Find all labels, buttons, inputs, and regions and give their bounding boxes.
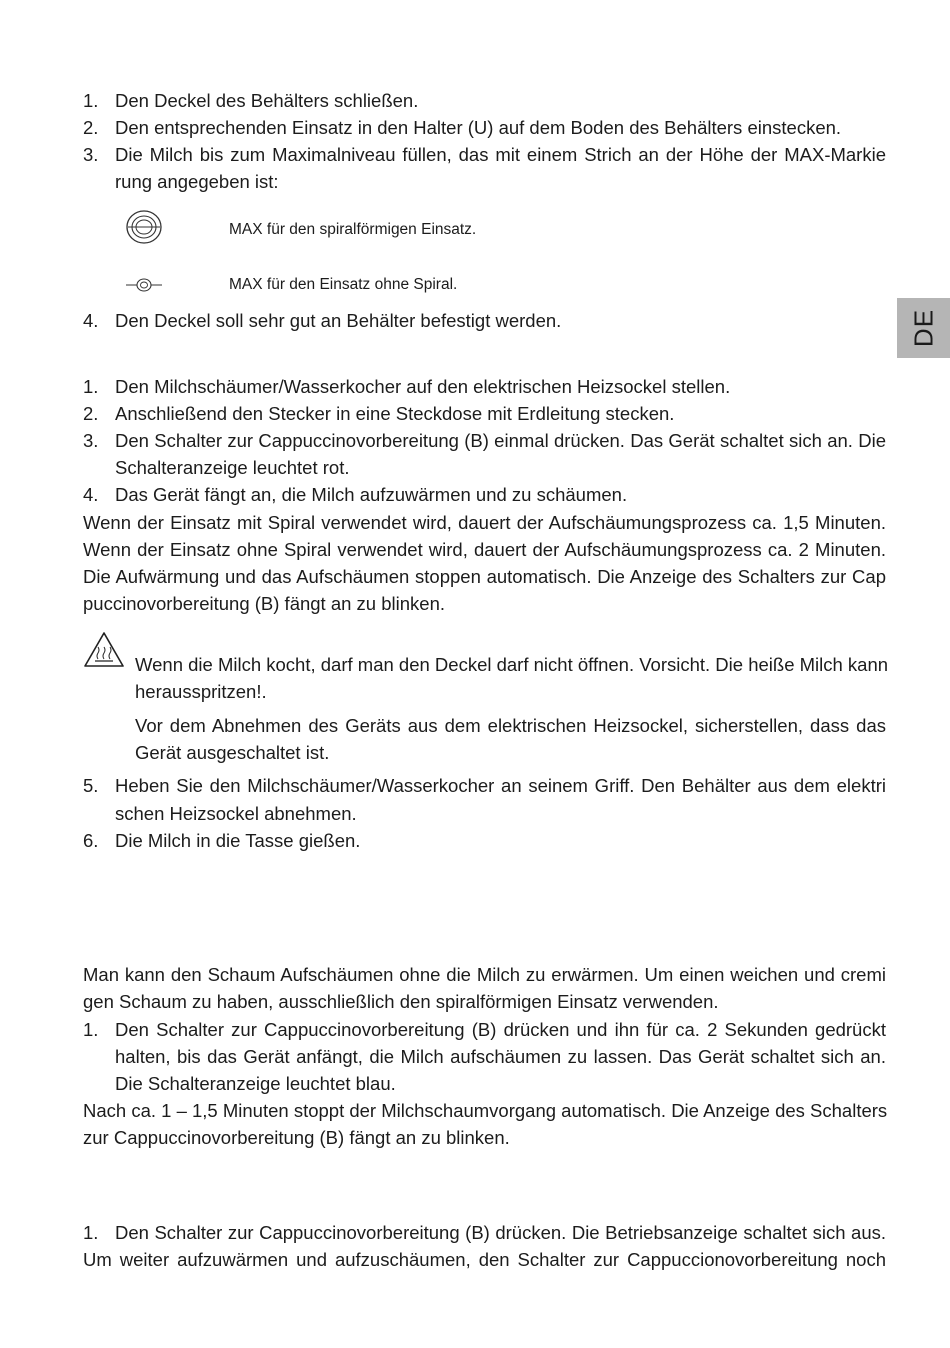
language-tab-label: DE — [908, 308, 938, 348]
plain-whisk-icon — [124, 277, 164, 293]
paragraph-line: Die Aufwärmung und das Aufschäumen stoppen automatisch. Die Anzeige des Schalters zur Cap — [83, 566, 886, 587]
paragraph-line: puccinovorbereitung (B) fängt an zu blinken. — [83, 593, 445, 614]
spiral-whisk-icon — [124, 208, 164, 246]
language-tab — [897, 298, 950, 358]
paragraph-line: Wenn der Einsatz mit Spiral verwendet wird, dauert der Aufschäumungsprozess ca. 1,5 Minuten. — [83, 512, 886, 533]
paragraph-line: gen Schaum zu haben, ausschließlich den spiralförmigen Einsatz verwenden. — [83, 991, 719, 1012]
hot-surface-warning-icon — [83, 631, 125, 668]
legend-label: MAX für den Einsatz ohne Spiral. — [229, 276, 458, 293]
paragraph-line: Um weiter aufzuwärmen und aufzuschäumen, den Schalter zur Cappuccionovorbereitung noch — [83, 1249, 886, 1270]
paragraph-line: Man kann den Schaum Aufschäumen ohne die Milch zu erwärmen. Um einen weichen und cremi — [83, 964, 886, 985]
paragraph-line: Nach ca. 1 – 1,5 Minuten stoppt der Milchschaumvorgang automatisch. Die Anzeige des Schalters — [83, 1100, 888, 1121]
paragraph-line: zur Cappuccinovorbereitung (B) fängt an zu blinken. — [83, 1127, 510, 1148]
legend-label: MAX für den spiralförmigen Einsatz. — [229, 221, 477, 238]
paragraph-line: Wenn der Einsatz ohne Spiral verwendet wird, dauert der Aufschäumungsprozess ca. 2 Minuten. — [83, 539, 886, 560]
